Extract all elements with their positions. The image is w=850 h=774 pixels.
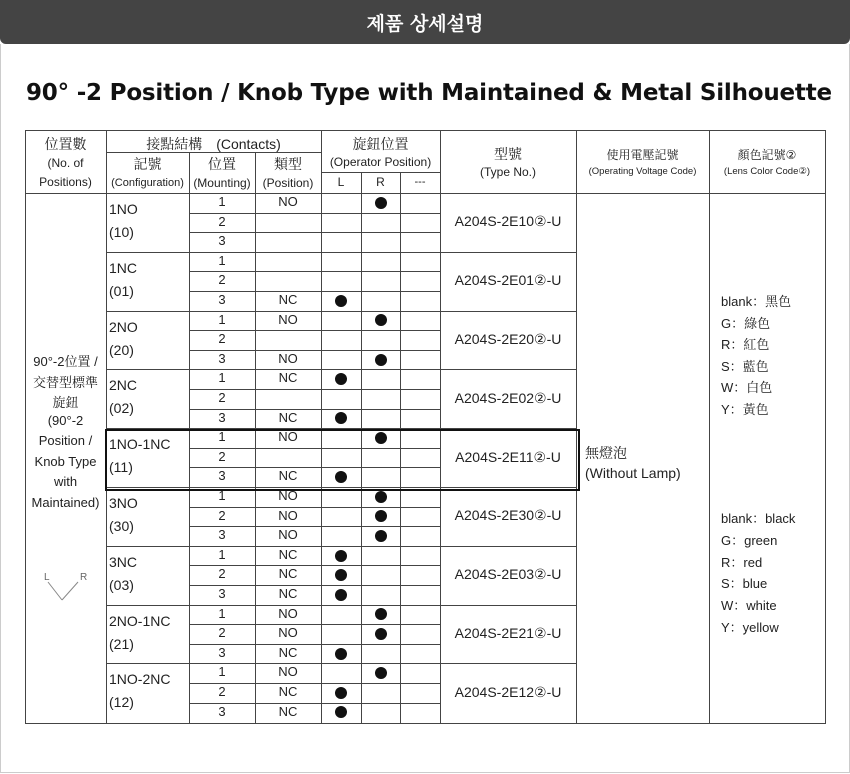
position-value: NO — [278, 429, 298, 445]
group-divider — [106, 252, 576, 253]
color-code-cn: Y：黃色 — [721, 402, 769, 417]
group-divider — [106, 369, 576, 370]
type-number: A204S-2E12②-U — [454, 683, 562, 700]
mounting-value: 3 — [218, 468, 226, 484]
column-divider — [825, 130, 826, 724]
operator-dot-left — [335, 589, 347, 601]
type-number: A204S-2E01②-U — [454, 272, 562, 289]
mounting-value: 2 — [218, 272, 226, 288]
mounting-value: 2 — [218, 625, 226, 641]
row-divider — [189, 213, 440, 214]
operator-dot-left — [335, 550, 347, 562]
mounting-value: 3 — [218, 586, 226, 601]
mounting-value: 2 — [218, 448, 226, 464]
mounting-value: 3 — [218, 703, 226, 719]
hdr-color-en: (Lens Color Code②) — [723, 166, 811, 177]
hdr-color-cn: 顏色記號② — [737, 148, 797, 162]
group-code: (10) — [109, 224, 134, 240]
position-value: NC — [278, 644, 298, 660]
group-name: 3NO — [109, 495, 138, 511]
hdr-positions-en-1: (No. of — [47, 156, 84, 170]
hdr-voltage-cn: 使用電壓記號 — [606, 148, 679, 162]
position-desc-line: 90°-2位置 / — [33, 354, 98, 369]
color-code-en: R：red — [721, 554, 763, 570]
color-code-en: W：white — [721, 598, 777, 614]
type-number: A204S-2E11②-U — [455, 448, 561, 465]
mounting-value: 1 — [218, 311, 226, 327]
position-desc-line: Maintained) — [31, 494, 100, 510]
mounting-value: 2 — [218, 331, 226, 347]
hdr-operator-en: (Operator Position) — [329, 155, 432, 169]
mounting-value: 2 — [218, 566, 226, 582]
diagram-label-right: R — [80, 572, 88, 583]
group-name: 2NC — [109, 377, 138, 394]
mounting-value: 2 — [218, 213, 226, 229]
hdr-type-en: (Type No.) — [479, 165, 536, 179]
group-code: (01) — [109, 282, 134, 299]
group-divider — [106, 605, 576, 606]
row-divider — [189, 389, 440, 390]
type-number: A204S-2E10②-U — [454, 213, 562, 230]
group-name: 1NO — [109, 201, 138, 217]
row-divider — [189, 271, 440, 272]
hdr-positions-cn: 位置數 — [44, 136, 87, 152]
header-title: 제품 상세설명 — [366, 13, 484, 35]
operator-dot-right — [375, 197, 387, 209]
column-divider — [106, 130, 107, 724]
row-divider — [189, 644, 440, 645]
hdr-op-dash: --- — [414, 176, 426, 188]
row-divider — [189, 565, 440, 566]
hdr-operator-cn: 旋鈕位置 — [352, 136, 409, 152]
type-number: A204S-2E30②-U — [454, 507, 562, 524]
position-value: NC — [278, 546, 298, 562]
position-value: NC — [278, 370, 298, 386]
group-divider — [106, 663, 576, 664]
hdr-config-en: (Configuration) — [111, 177, 184, 189]
group-name: 1NO-1NC — [109, 436, 171, 453]
group-code: (02) — [109, 400, 134, 417]
operator-dot-right — [375, 491, 387, 503]
mounting-value: 3 — [218, 233, 226, 249]
hdr-contacts: 接點結構 (Contacts) — [146, 136, 281, 152]
group-divider — [106, 546, 576, 547]
position-desc-line: with — [53, 474, 78, 489]
position-value: NC — [278, 566, 298, 582]
group-name: 2NO-1NC — [109, 612, 171, 629]
diagram-label-left: L — [44, 572, 50, 583]
position-value: NC — [278, 409, 298, 425]
group-code: (21) — [109, 635, 134, 652]
column-divider — [709, 130, 710, 724]
diagram-right-arm — [62, 582, 78, 600]
position-value: NC — [278, 684, 298, 699]
mounting-value: 1 — [218, 605, 226, 621]
mounting-value: 3 — [218, 409, 226, 425]
position-value: NC — [278, 468, 298, 484]
color-code-cn: S：藍色 — [721, 358, 769, 374]
position-value: NO — [278, 488, 298, 503]
mounting-value: 3 — [218, 527, 226, 543]
position-value: NC — [278, 292, 298, 307]
group-code: (11) — [109, 459, 133, 476]
mounting-value: 1 — [218, 488, 226, 503]
hdr-type-cn: 型號 — [494, 146, 522, 162]
contacts-sub-border — [106, 152, 321, 153]
operator-dot-left — [335, 295, 347, 307]
mounting-value: 1 — [218, 664, 226, 680]
color-code-en: S：blue — [721, 576, 768, 592]
row-divider — [189, 703, 440, 704]
position-value: NO — [278, 311, 298, 327]
header-bar — [0, 0, 850, 44]
color-code-cn: R：紅色 — [721, 337, 770, 353]
mounting-value: 2 — [218, 684, 226, 699]
row-divider — [189, 330, 440, 331]
voltage-en: (Without Lamp) — [585, 465, 681, 481]
position-desc-line: 旋鈕 — [52, 395, 79, 410]
group-name: 1NC — [109, 259, 138, 276]
hdr-op-l: L — [337, 175, 345, 189]
mounting-value: 1 — [218, 252, 226, 268]
row-divider — [189, 409, 440, 410]
color-code-cn: blank：黑色 — [721, 294, 792, 309]
type-number: A204S-2E02②-U — [454, 389, 562, 406]
row-divider — [189, 291, 440, 292]
highlight-box — [105, 429, 580, 491]
type-number: A204S-2E20②-U — [454, 331, 562, 347]
mounting-value: 3 — [218, 644, 226, 660]
operator-dot-right — [375, 354, 387, 366]
row-divider — [189, 526, 440, 527]
column-divider — [440, 130, 441, 724]
position-value: NO — [278, 625, 298, 641]
operator-dot-left — [335, 687, 347, 699]
position-desc-line: 交替型標準 — [32, 374, 98, 390]
position-value: NC — [278, 586, 298, 601]
column-divider — [25, 130, 26, 724]
page-title: 90° -2 Position / Knob Type with Maintained & Metal Silhouette — [26, 80, 832, 106]
group-divider — [106, 311, 576, 312]
column-divider — [576, 130, 577, 724]
group-code: (12) — [109, 694, 134, 711]
row-divider — [189, 507, 440, 508]
row-divider — [189, 585, 440, 586]
group-name: 1NO-2NC — [109, 671, 171, 688]
hdr-voltage-en: (Operating Voltage Code) — [588, 166, 697, 177]
voltage-cn: 無燈泡 — [585, 445, 627, 461]
mounting-value: 3 — [218, 292, 226, 307]
position-value: NC — [278, 703, 298, 719]
color-code-en: blank：black — [721, 511, 796, 526]
color-code-cn: W：白色 — [721, 380, 773, 396]
hdr-op-r: R — [376, 175, 385, 189]
hdr-mounting-en: (Mounting) — [193, 176, 251, 190]
hdr-position-en: (Position) — [262, 176, 314, 190]
column-divider — [321, 130, 322, 724]
position-value: NO — [278, 664, 298, 680]
diagram-left-arm — [48, 582, 62, 600]
color-code-en: G：green — [721, 532, 778, 548]
group-code: (03) — [109, 576, 134, 593]
table-bottom-border — [25, 723, 826, 724]
mounting-value: 1 — [218, 370, 226, 386]
mounting-value: 1 — [218, 546, 226, 562]
mounting-value: 1 — [218, 194, 226, 209]
row-divider — [189, 624, 440, 625]
table-top-border — [25, 130, 826, 131]
operator-dot-left — [335, 648, 347, 660]
operator-dot-right — [375, 530, 387, 542]
color-code-en: Y：yellow — [721, 620, 779, 635]
operator-dot-right — [375, 628, 387, 640]
header-bottom-border — [25, 193, 826, 194]
position-value: NO — [278, 350, 298, 366]
position-value: NO — [278, 194, 298, 209]
type-number: A204S-2E21②-U — [454, 625, 562, 641]
group-code: (30) — [109, 518, 134, 534]
position-desc-line: Knob Type — [34, 453, 97, 469]
group-name: 3NC — [109, 553, 138, 570]
type-number: A204S-2E03②-U — [454, 566, 562, 583]
group-code: (20) — [109, 341, 134, 358]
color-code-cn: G：綠色 — [721, 315, 771, 331]
hdr-position-cn: 類型 — [274, 156, 302, 172]
hdr-positions-en-2: Positions) — [39, 175, 92, 189]
mounting-value: 2 — [218, 390, 226, 405]
mounting-value: 1 — [218, 429, 226, 445]
group-name: 2NO — [109, 318, 138, 335]
row-divider — [189, 683, 440, 684]
position-value: NO — [278, 527, 298, 543]
hdr-mounting-cn: 位置 — [208, 156, 236, 172]
row-divider — [189, 350, 440, 351]
hdr-config-cn: 記號 — [133, 156, 162, 172]
position-desc-line: (90°-2 — [47, 412, 84, 428]
operator-sub-border — [321, 172, 440, 173]
row-divider — [189, 232, 440, 233]
mounting-value: 2 — [218, 507, 226, 523]
position-value: NO — [278, 507, 298, 523]
position-value: NO — [278, 605, 298, 621]
mounting-value: 3 — [218, 350, 226, 366]
position-desc-line: Position / — [38, 433, 93, 448]
